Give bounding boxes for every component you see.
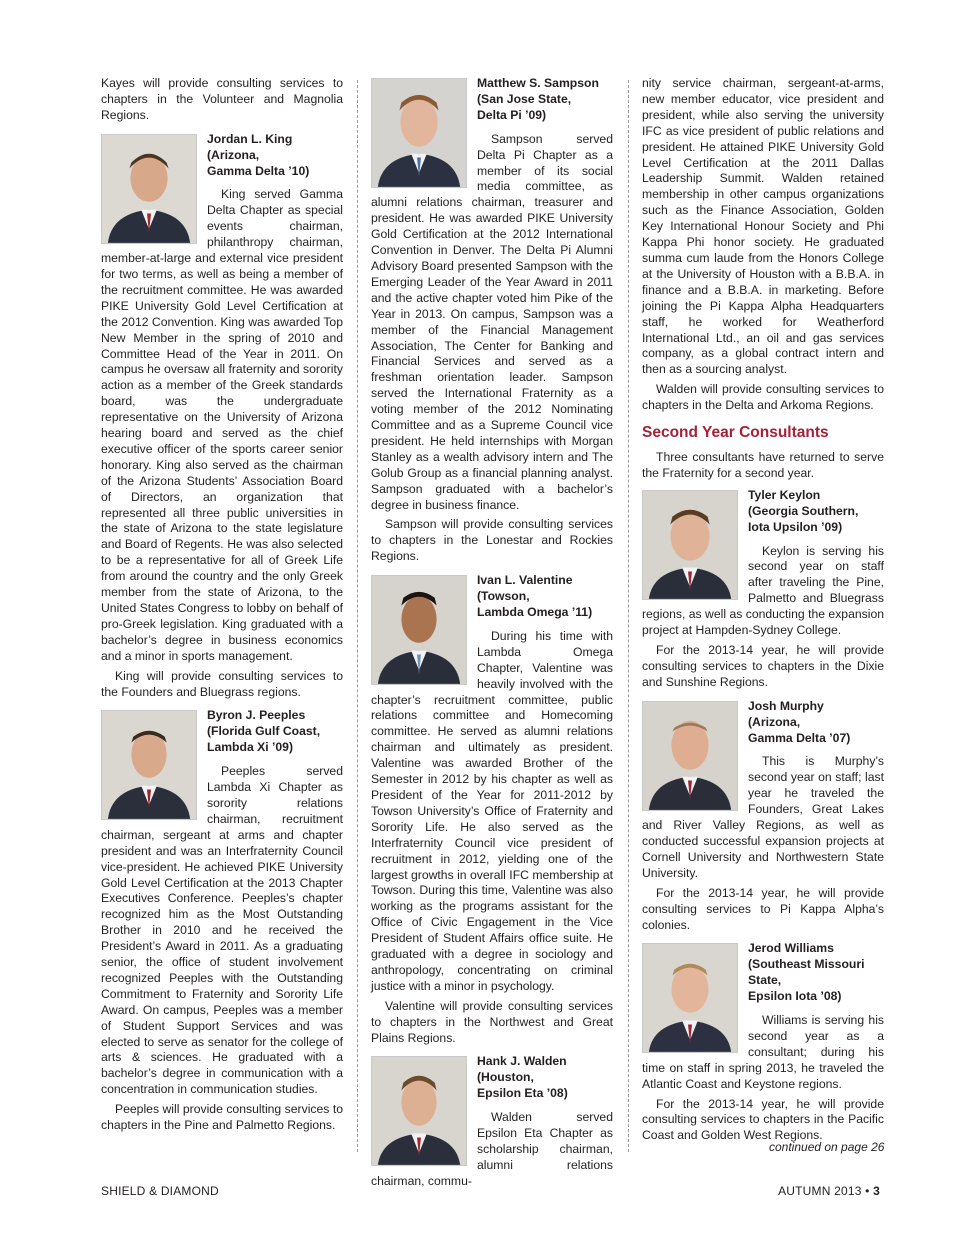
walden-name: Hank J. Walden (477, 1054, 567, 1069)
valentine-school: (Towson, (477, 589, 530, 604)
murphy-name: Josh Murphy (748, 698, 824, 713)
profile-keylon (642, 488, 884, 691)
walden-bio: Walden served Epsilon Eta Chapter as scholarship chairman, alumni relations chairman, commu- (371, 1110, 613, 1188)
profile-valentine (371, 573, 613, 1046)
continued-note: continued on page 26 (769, 1140, 885, 1154)
valentine-closing: Valentine will provide consulting services to chapters in the Northwest and Great Plains Regions. (371, 998, 613, 1045)
keylon-school: (Georgia Southern, (748, 503, 859, 518)
profile-king (101, 132, 343, 701)
walden-closing: Walden will provide consulting services to chapters in the Delta and Arkoma Regions. (642, 382, 884, 413)
murphy-chapter: Gamma Delta ’07) (748, 730, 851, 745)
murphy-closing: For the 2013-14 year, he will provide consulting services to Pi Kappa Alpha’s colonies. (642, 885, 884, 932)
keylon-name: Tyler Keylon (748, 487, 821, 502)
profile-walden (371, 1054, 613, 1189)
profile-williams (642, 941, 884, 1144)
murphy-portrait-photo (642, 701, 738, 811)
peeples-closing: Peeples will provide consulting services to chapters in the Pine and Palmetto Regions. (101, 1102, 343, 1133)
murphy-bio: This is Murphy’s second year on staff; last year he traveled the Founders, Great Lakes and River Valley Regions, as well as conducted successful expansion projects at Cornell University and Northwestern State University. (642, 754, 884, 880)
section-intro: Three consultants have returned to serve the Fraternity for a second year. (642, 450, 884, 480)
peeples-portrait-photo (101, 710, 197, 820)
footer-issue-page (778, 1184, 880, 1198)
footer-issue: AUTUMN 2013 • (778, 1184, 870, 1198)
section-heading-second-year: Second Year Consultants (642, 424, 829, 442)
king-closing: King will provide consulting services to the Founders and Bluegrass regions. (101, 668, 343, 699)
sampson-name: Matthew S. Sampson (477, 76, 599, 90)
keylon-closing: For the 2013-14 year, he will provide consulting services to chapters in the Dixie and Sunshine Regions. (642, 643, 884, 689)
williams-chapter: Epsilon Iota ’08) (748, 989, 842, 1004)
keylon-chapter: Iota Upsilon ’09) (748, 519, 843, 534)
walden-bio-continued: nity service chairman, sergeant-at-arms, new member educator, vice president and president, while also serving the university IFC as vice president of public relations and president. He attained PIKE University Gold Level Certification at the 2011 Dallas Leadership Summit. Walden retained membership in other campus organizations such as the Finance Association, Golden Key International Honour Society and Phi Kappa Phi honor society. He graduated summa cum laude from the Honors College at the University of Houston with a B.B.A. in finance and a B.B.A. in marketing. Before joining the Pi Kappa Alpha Headquarters staff, he worked for Weatherford International Ltd., an oil and gas services company, as a global contract intern and then as a sourcing analyst. (642, 76, 884, 377)
king-name: Jordan L. King (207, 131, 293, 146)
williams-portrait-photo (642, 943, 738, 1053)
profile-sampson (371, 76, 613, 565)
peeples-bio: Peeples served Lambda Xi Chapter as sorority relations chairman, recruitment chairman, sergeant at arms and chapter president and was an Interfraternity Council vice-president. He achieved PIKE University Gold Level Certification at the 2013 Chapter Executives Conference. Peeples’s chapter recognized him as the Most Outstanding Brother in 2010 and he received the President’s Award in 2011. As a graduating senior, the office of student involvement recognized Peeples with the Outstanding Commitment to Fraternity and Sorority Life Award. On campus, Peeples was a member of Student Support Services and was elected to serve as senator for the college of arts & sciences. He graduated with a bachelor’s degree in communication with a concentration in communication studies. (101, 764, 343, 1097)
column-divider-right (628, 80, 629, 1152)
sampson-chapter: Delta Pi ’09) (477, 107, 547, 122)
king-bio: King served Gamma Delta Chapter as special events chairman, philanthropy chairman, member-at-large and external vice president for two terms, as well as being a member of the recruitment committee. He was awarded PIKE University Gold Level Certification at the 2012 Convention. King was awarded Top New Member in the spring of 2010 and Committee Head of the Year in 2011. On campus he oversaw all fraternity and sorority action as a member of the Greek standards board, was the undergraduate representative on the University of Arizona hearing board and served as the chief executive officer of the sports career senior honorary. King also served as the chairman of the Arizona Students’ Association Board of Directors, an organization that represented all three public universities in the state of Arizona to the state legislature and Board of Regents. He was also selected to be a representative for all of Greek Life from around the country and the only Greek member from the state of Arizona, to the United States Congress to lobby on behalf of pro-Greek legislation. King graduated with a bachelor’s degree in business economics and a minor in sports management. (101, 187, 343, 663)
column-1 (101, 76, 343, 1138)
peeples-name: Byron J. Peeples (207, 708, 306, 723)
kayes-closing-paragraph: Kayes will provide consulting services to chapters in the Volunteer and Magnolia Regions. (101, 76, 343, 122)
murphy-school: (Arizona, (748, 714, 801, 729)
walden-portrait-photo (371, 1056, 467, 1166)
footer-publication: SHIELD & DIAMOND (101, 1184, 219, 1198)
valentine-bio: During his time with Lambda Omega Chapter, Valentine was heavily involved with the chapter’s recruitment committee, public relations committee and Homecoming committee. He served as alumni relations chairman and ultimately as president. Valentine was awarded Brother of the Semester in 2012 by his chapter as well as President of the Year for 2011-2012 by Towson University’s Office of Fraternity and Sorority Life. He also served as the Interfraternity Council vice president of recruitment in 2012, yielding one of the largest growths in overall IFC membership at Towson. During this time, Valentine was also working as the programs assistant for the Office of Civic Engagement in the Vice President of Student Affairs office suite. He graduated with a degree in sociology and anthropology, concentrating on criminal justice with a minor in psychology. (371, 628, 613, 993)
walden-school: (Houston, (477, 1070, 534, 1085)
valentine-portrait-photo (371, 575, 467, 685)
valentine-name: Ivan L. Valentine (477, 573, 573, 588)
column-divider-left (357, 80, 358, 1152)
keylon-bio: Keylon is serving his second year on staff after traveling the Pine, Palmetto and Bluegrass regions, as well as conducting the expansion project at Hampden-Sydney College. (642, 543, 884, 638)
king-school: (Arizona, (207, 147, 260, 162)
williams-closing: For the 2013-14 year, he will provide consulting services to chapters in the Pacific Coast and Golden West Regions. (642, 1096, 884, 1143)
walden-chapter: Epsilon Eta ’08) (477, 1086, 568, 1101)
sampson-closing: Sampson will provide consulting services to chapters in the Lonestar and Rockies Regions. (371, 517, 613, 564)
sampson-school: (San Jose State, (477, 91, 572, 106)
footer-page-number: 3 (873, 1184, 880, 1198)
column-3 (642, 76, 884, 1148)
king-portrait-photo (101, 134, 197, 244)
profile-murphy (642, 699, 884, 934)
column-2 (371, 76, 613, 1194)
sampson-bio: Sampson served Delta Pi Chapter as a member of its social media committee, as alumni relations chairman, treasurer and president. He was awarded PIKE University Gold Certification at the 2012 International Convention in Denver. The Delta Pi Alumni Advisory Board presented Sampson with the Emerging Leader of the Year Award in 2011 and the active chapter voted him Pike of the Year in 2013. On campus, Sampson was a member of the Financial Management Association, The Center for Banking and Financial Services and served as a freshman orientation leader. Sampson served the International Fraternity as a voting member of the 2012 Nominating Committee and as a Supreme Council vice president. He held internships with Morgan Stanley as a wealth advisory intern and The Golub Group as a financial planning analyst. Sampson graduated with a bachelor’s degree in business finance. (371, 131, 613, 512)
king-chapter: Gamma Delta ’10) (207, 163, 310, 178)
williams-name: Jerod Williams (748, 941, 834, 956)
peeples-chapter: Lambda Xi ’09) (207, 740, 294, 755)
profile-peeples (101, 708, 343, 1134)
williams-bio: Williams is serving his second year as a consultant; during his time on staff in spring 2013, he traveled the Atlantic Coast and Keystone regions. (642, 1013, 884, 1091)
williams-school: (Southeast Missouri State, (748, 957, 865, 988)
sampson-portrait-photo (371, 78, 467, 188)
keylon-portrait-photo (642, 490, 738, 600)
valentine-chapter: Lambda Omega ’11) (477, 605, 593, 619)
peeples-school: (Florida Gulf Coast, (207, 724, 321, 739)
